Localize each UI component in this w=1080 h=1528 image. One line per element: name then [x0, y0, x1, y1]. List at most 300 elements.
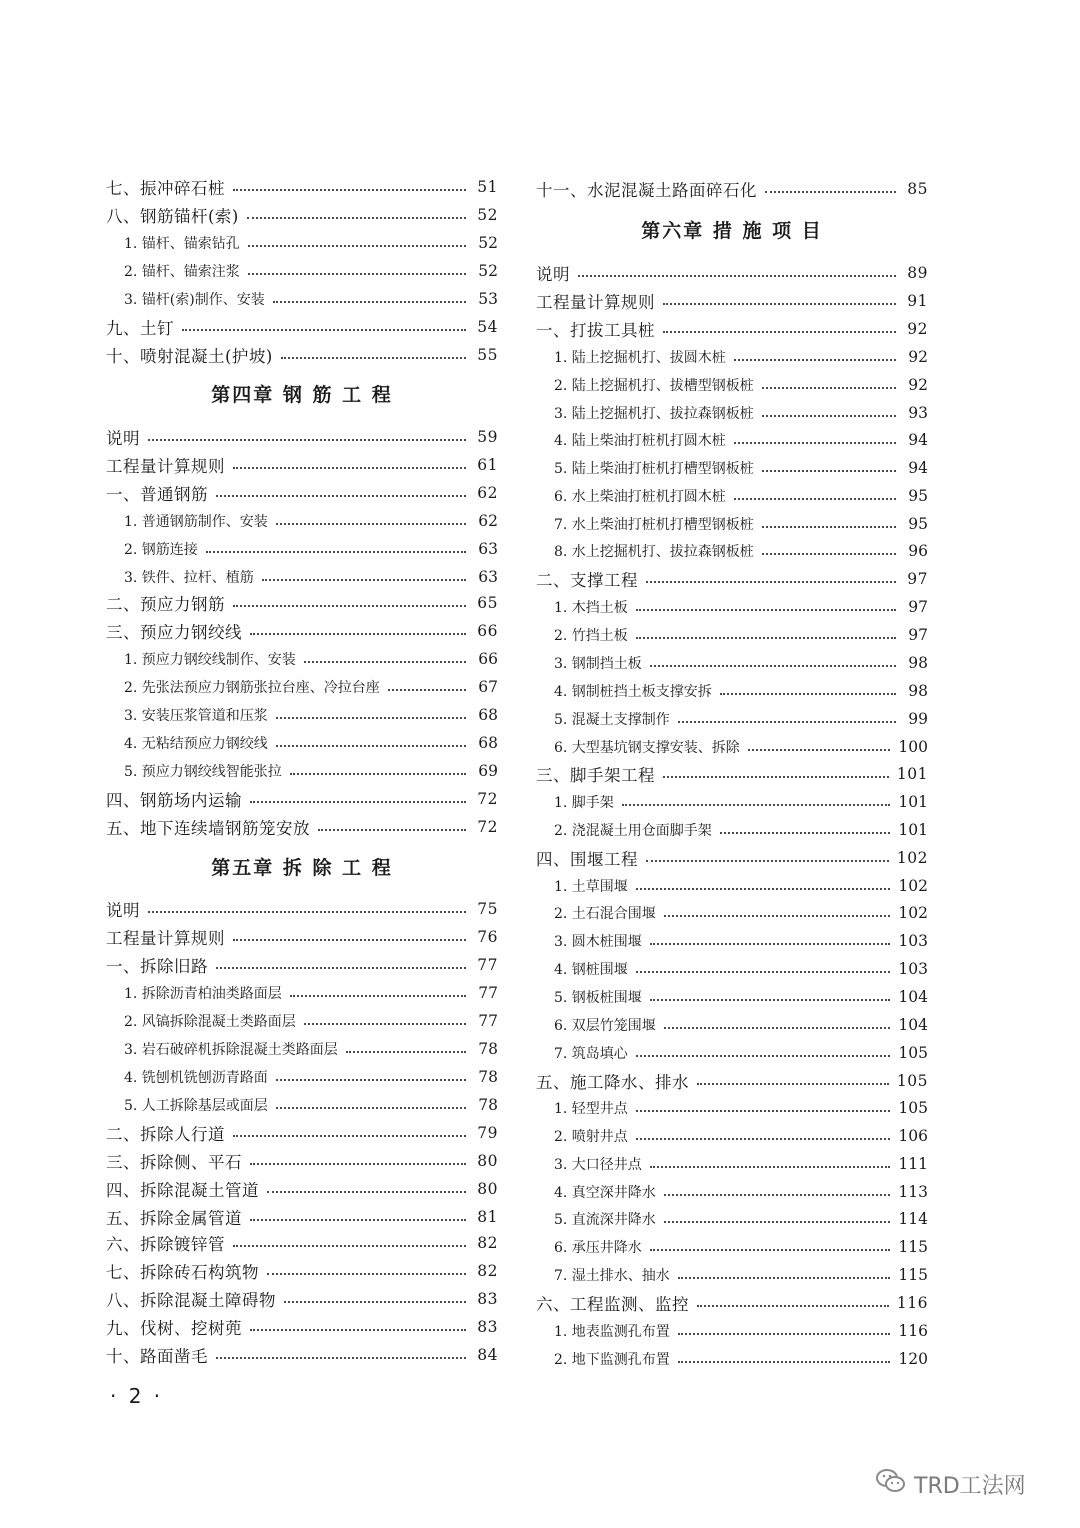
toc-entry-label: 3. 锚杆(索)制作、安装: [124, 292, 265, 308]
toc-subentry: [106, 536, 498, 562]
toc-entry-page: 102: [896, 849, 928, 867]
dot-leader: [663, 303, 896, 305]
toc-subentry: [536, 1040, 928, 1066]
toc-entry: [106, 1286, 498, 1312]
toc-entry-page: 92: [908, 348, 928, 366]
toc-entry-label: 5. 预应力钢绞线智能张拉: [124, 764, 282, 780]
toc-entry-label: 1. 木挡土板: [554, 600, 628, 616]
toc-entry-label: 4. 铣刨机铣刨沥青路面: [124, 1070, 268, 1086]
toc-entry-label: 6. 水上柴油打桩机打圆木桩: [554, 489, 726, 505]
toc-entry-label: 1. 预应力钢绞线制作、安装: [124, 652, 296, 668]
toc-entry-label: 十一、水泥混凝土路面碎石化: [536, 181, 757, 200]
toc-subentry: [536, 344, 928, 370]
dot-leader: [318, 829, 466, 831]
dot-leader: [762, 470, 896, 472]
toc-entry-label: 3. 铁件、拉杆、植筋: [124, 570, 254, 586]
toc-entry: [106, 174, 498, 200]
toc-subentry: [106, 1008, 498, 1034]
toc-entry-label: 工程量计算规则: [106, 457, 225, 476]
toc-entry-label: 九、土钉: [106, 319, 174, 338]
toc-entry-label: 四、拆除混凝土管道: [106, 1181, 259, 1200]
toc-subentry: [536, 400, 928, 426]
toc-subentry: [536, 789, 928, 815]
toc-subentry: [106, 564, 498, 590]
toc-entry-label: 5. 混凝土支撑制作: [554, 712, 670, 728]
toc-subentry: [536, 1262, 928, 1288]
toc-entry-page: 69: [478, 762, 498, 780]
toc-entry-page: 72: [477, 818, 498, 836]
toc-entry-label: 6. 双层竹笼围堰: [554, 1018, 656, 1034]
toc-entry-label: 六、工程监测、监控: [536, 1295, 689, 1314]
toc-entry-label: 一、拆除旧路: [106, 957, 208, 976]
toc-entry-page: 106: [898, 1127, 928, 1145]
toc-subentry: [536, 594, 928, 620]
toc-entry-page: 62: [477, 484, 498, 502]
dot-leader: [762, 415, 896, 417]
toc-entry-label: 五、施工降水、排水: [536, 1073, 689, 1092]
toc-entry-label: 二、拆除人行道: [106, 1125, 225, 1144]
toc-subentry: [536, 538, 928, 564]
toc-entry-label: 2. 先张法预应力钢筋张拉台座、冷拉台座: [124, 680, 380, 696]
toc-entry-page: 103: [898, 960, 928, 978]
toc-entry-page: 52: [478, 234, 498, 252]
toc-entry: [536, 761, 928, 787]
dot-leader: [233, 189, 466, 191]
toc-entry-page: 102: [898, 877, 928, 895]
toc-entry-page: 66: [477, 622, 498, 640]
dot-leader: [636, 609, 896, 611]
toc-entry-page: 97: [907, 570, 928, 588]
toc-entry-label: 说明: [106, 429, 140, 448]
dot-leader: [276, 523, 466, 525]
toc-entry-label: 七、拆除砖石构筑物: [106, 1263, 259, 1282]
toc-entry-label: 八、拆除混凝土障碍物: [106, 1291, 276, 1310]
toc-entry-page: 95: [908, 515, 928, 533]
dot-leader: [250, 633, 466, 635]
toc-entry-label: 3. 陆上挖掘机打、拔拉森钢板桩: [554, 406, 754, 422]
toc-subentry: [536, 511, 928, 537]
toc-entry-page: 85: [907, 180, 928, 198]
toc-entry-page: 99: [908, 710, 928, 728]
toc-subentry: [106, 1092, 498, 1118]
toc-entry-label: 7. 水上柴油打桩机打槽型钢板桩: [554, 517, 754, 533]
toc-entry-label: 7. 筑岛填心: [554, 1046, 628, 1062]
dot-leader: [650, 943, 891, 945]
toc-entry-page: 98: [908, 682, 928, 700]
toc-entry-page: 120: [898, 1350, 928, 1368]
dot-leader: [664, 1027, 891, 1029]
dot-leader: [622, 804, 891, 806]
dot-leader: [650, 999, 891, 1001]
toc-entry: [106, 480, 498, 506]
toc-subentry: [536, 427, 928, 453]
dot-leader: [388, 689, 466, 691]
chapter-heading: 第四章 钢 筋 工 程: [211, 384, 393, 406]
toc-entry: [106, 1176, 498, 1202]
dot-leader: [646, 860, 889, 862]
toc-entry: [106, 590, 498, 616]
toc-entry-page: 97: [908, 626, 928, 644]
toc-entry-page: 83: [477, 1290, 498, 1308]
toc-entry: [536, 845, 928, 871]
dot-leader: [636, 1055, 891, 1057]
toc-entry-page: 101: [898, 793, 928, 811]
dot-leader: [233, 605, 466, 607]
toc-entry-page: 95: [908, 487, 928, 505]
dot-leader: [290, 773, 466, 775]
toc-entry-label: 四、钢筋场内运输: [106, 791, 242, 810]
toc-entry-page: 83: [477, 1318, 498, 1336]
dot-leader: [267, 1273, 466, 1275]
toc-entry-label: 八、钢筋锚杆(索): [106, 207, 239, 226]
toc-entry-label: 3. 安装压浆管道和压浆: [124, 708, 268, 724]
toc-entry-label: 2. 风镐拆除混凝土类路面层: [124, 1014, 296, 1030]
toc-subentry: [536, 900, 928, 926]
toc-entry-label: 3. 岩石破碎机拆除混凝土类路面层: [124, 1042, 338, 1058]
dot-leader: [697, 1305, 889, 1307]
dot-leader: [284, 1301, 466, 1303]
dot-leader: [276, 745, 466, 747]
toc-entry-label: 一、打拔工具桩: [536, 321, 655, 340]
toc-entry-page: 78: [478, 1040, 498, 1058]
toc-entry-label: 五、地下连续墙钢筋笼安放: [106, 819, 310, 838]
toc-entry-page: 78: [478, 1096, 498, 1114]
toc-entry-page: 77: [478, 1012, 498, 1030]
toc-subentry: [106, 980, 498, 1006]
dot-leader: [290, 995, 466, 997]
toc-entry-page: 98: [908, 654, 928, 672]
dot-leader: [697, 1083, 889, 1085]
dot-leader: [250, 1329, 466, 1331]
toc-entry: [106, 618, 498, 644]
dot-leader: [148, 911, 466, 913]
toc-entry-page: 55: [477, 346, 498, 364]
toc-subentry: [536, 734, 928, 760]
toc-entry-page: 102: [898, 904, 928, 922]
toc-entry-page: 103: [898, 932, 928, 950]
toc-subentry: [536, 678, 928, 704]
wechat-icon: [876, 1468, 906, 1500]
toc-entry-page: 116: [896, 1294, 928, 1312]
toc-entry-label: 3. 圆木桩围堰: [554, 934, 642, 950]
toc-entry: [106, 1342, 498, 1368]
dot-leader: [664, 1221, 891, 1223]
dot-leader: [273, 301, 466, 303]
toc-entry-label: 1. 锚杆、锚索钻孔: [124, 236, 240, 252]
toc-entry-label: 5. 人工拆除基层或面层: [124, 1098, 268, 1114]
toc-subentry: [536, 483, 928, 509]
toc-entry: [106, 924, 498, 950]
toc-entry-label: 三、预应力钢绞线: [106, 623, 242, 642]
toc-subentry: [536, 984, 928, 1010]
toc-subentry: [536, 706, 928, 732]
toc-entry-page: 94: [908, 431, 928, 449]
toc-subentry: [536, 1206, 928, 1232]
toc-subentry: [106, 674, 498, 700]
dot-leader: [720, 832, 891, 834]
dot-leader: [276, 1107, 466, 1109]
toc-subentry: [106, 286, 498, 312]
toc-entry-page: 114: [898, 1210, 928, 1228]
dot-leader: [233, 1245, 466, 1247]
toc-subentry: [536, 1095, 928, 1121]
dot-leader: [304, 661, 466, 663]
dot-leader: [281, 357, 466, 359]
toc-entry-page: 80: [477, 1180, 498, 1198]
toc-entry-page: 116: [898, 1322, 928, 1340]
toc-entry-page: 72: [477, 790, 498, 808]
toc-entry: [536, 1290, 928, 1316]
toc-entry: [106, 1258, 498, 1284]
dot-leader: [765, 191, 896, 193]
dot-leader: [650, 665, 896, 667]
dot-leader: [762, 526, 896, 528]
toc-subentry: [536, 650, 928, 676]
toc-entry-label: 十、路面凿毛: [106, 1347, 208, 1366]
toc-subentry: [536, 1151, 928, 1177]
toc-entry-page: 67: [478, 678, 498, 696]
toc-entry-page: 93: [908, 404, 928, 422]
toc-entry-page: 105: [898, 1099, 928, 1117]
toc-subentry: [536, 1123, 928, 1149]
toc-entry-label: 说明: [536, 265, 570, 284]
toc-entry-label: 4. 钢桩围堰: [554, 962, 628, 978]
toc-entry: [106, 814, 498, 840]
dot-leader: [216, 1357, 466, 1359]
dot-leader: [276, 1079, 466, 1081]
toc-entry-page: 52: [478, 262, 498, 280]
toc-subentry: [536, 817, 928, 843]
toc-entry: [106, 424, 498, 450]
dot-leader: [664, 1194, 891, 1196]
toc-entry-page: 115: [898, 1266, 928, 1284]
dot-leader: [262, 579, 466, 581]
toc-entry-label: 2. 钢筋连接: [124, 542, 198, 558]
watermark: [876, 1464, 1026, 1504]
toc-entry-page: 61: [477, 456, 498, 474]
dot-leader: [646, 581, 896, 583]
toc-subentry: [536, 1179, 928, 1205]
dot-leader: [216, 967, 466, 969]
dot-leader: [636, 888, 891, 890]
dot-leader: [233, 1135, 466, 1137]
toc-entry-label: 2. 竹挡土板: [554, 628, 628, 644]
toc-entry-label: 三、拆除侧、平石: [106, 1153, 242, 1172]
toc-entry-label: 二、支撑工程: [536, 571, 638, 590]
toc-entry-label: 1. 轻型井点: [554, 1101, 628, 1117]
dot-leader: [762, 387, 896, 389]
toc-entry-page: 75: [477, 900, 498, 918]
chapter-heading: 第六章 措 施 项 目: [641, 220, 823, 242]
toc-entry-page: 68: [478, 706, 498, 724]
toc-entry-page: 79: [477, 1124, 498, 1142]
toc-entry-page: 81: [477, 1208, 498, 1226]
toc-entry-page: 62: [478, 512, 498, 530]
dot-leader: [678, 1277, 891, 1279]
toc-subentry: [536, 1346, 928, 1372]
toc-entry-label: 十、喷射混凝土(护坡): [106, 347, 273, 366]
toc-entry-label: 2. 陆上挖掘机打、拔槽型钢板桩: [554, 378, 754, 394]
toc-entry-page: 92: [907, 320, 928, 338]
toc-entry-page: 54: [477, 318, 498, 336]
toc-subentry: [106, 1036, 498, 1062]
toc-subentry: [106, 702, 498, 728]
dot-leader: [678, 1333, 891, 1335]
dot-leader: [346, 1051, 466, 1053]
toc-subentry: [106, 646, 498, 672]
toc-subentry: [536, 928, 928, 954]
toc-entry-label: 5. 钢板桩围堰: [554, 990, 642, 1006]
dot-leader: [250, 1219, 466, 1221]
toc-entry: [106, 314, 498, 340]
toc-entry-page: 82: [477, 1262, 498, 1280]
toc-entry-page: 96: [908, 542, 928, 560]
toc-subentry: [106, 730, 498, 756]
dot-leader: [650, 1166, 891, 1168]
dot-leader: [233, 467, 466, 469]
toc-entry: [536, 288, 928, 314]
toc-entry-label: 4. 陆上柴油打桩机打圆木桩: [554, 433, 726, 449]
toc-subentry: [536, 956, 928, 982]
toc-entry-page: 77: [478, 984, 498, 1002]
toc-entry-page: 105: [896, 1072, 928, 1090]
toc-entry-label: 一、普通钢筋: [106, 485, 208, 504]
dot-leader: [248, 273, 466, 275]
toc-entry-label: 七、振冲碎石桩: [106, 179, 225, 198]
toc-entry-label: 1. 地表监测孔布置: [554, 1324, 670, 1340]
toc-entry: [106, 342, 498, 368]
toc-entry-label: 5. 直流深井降水: [554, 1212, 656, 1228]
toc-entry-page: 105: [898, 1044, 928, 1062]
toc-entry-page: 66: [478, 650, 498, 668]
toc-entry-page: 92: [908, 376, 928, 394]
toc-entry-page: 101: [898, 821, 928, 839]
dot-leader: [636, 1110, 891, 1112]
dot-leader: [216, 495, 466, 497]
chapter-heading: 第五章 拆 除 工 程: [211, 857, 393, 879]
toc-entry-page: 101: [896, 765, 928, 783]
toc-entry-page: 52: [477, 206, 498, 224]
toc-entry-page: 76: [477, 928, 498, 946]
toc-entry-label: 工程量计算规则: [536, 293, 655, 312]
toc-entry-label: 5. 陆上柴油打桩机打槽型钢板桩: [554, 461, 754, 477]
toc-subentry: [106, 258, 498, 284]
toc-entry-label: 四、围堰工程: [536, 850, 638, 869]
dot-leader: [636, 637, 896, 639]
toc-entry-label: 1. 脚手架: [554, 795, 614, 811]
toc-entry-page: 97: [908, 598, 928, 616]
toc-entry: [106, 1204, 498, 1230]
toc-entry-label: 九、伐树、挖树蔸: [106, 1319, 242, 1338]
dot-leader: [304, 1023, 466, 1025]
toc-entry-label: 三、脚手架工程: [536, 766, 655, 785]
toc-entry: [106, 786, 498, 812]
toc-entry-page: 104: [898, 1016, 928, 1034]
toc-entry-label: 7. 湿土排水、抽水: [554, 1268, 670, 1284]
dot-leader: [650, 1249, 891, 1251]
toc-subentry: [536, 372, 928, 398]
toc-entry: [106, 896, 498, 922]
toc-entry-label: 二、预应力钢筋: [106, 595, 225, 614]
page-number: · 2 ·: [110, 1384, 164, 1408]
toc-subentry: [536, 1318, 928, 1344]
toc-entry-page: 82: [477, 1234, 498, 1252]
toc-entry: [536, 176, 928, 202]
toc-subentry: [106, 230, 498, 256]
dot-leader: [636, 1138, 891, 1140]
toc-subentry: [106, 1064, 498, 1090]
dot-leader: [233, 939, 466, 941]
toc-entry-page: 78: [478, 1068, 498, 1086]
dot-leader: [247, 217, 466, 219]
toc-entry-page: 65: [477, 594, 498, 612]
dot-leader: [636, 971, 891, 973]
toc-subentry: [536, 1012, 928, 1038]
dot-leader: [267, 1191, 466, 1193]
dot-leader: [748, 749, 891, 751]
dot-leader: [734, 442, 896, 444]
toc-entry-page: 100: [898, 738, 928, 756]
toc-entry: [106, 1230, 498, 1256]
toc-subentry: [536, 1234, 928, 1260]
toc-entry: [536, 260, 928, 286]
toc-entry: [106, 1314, 498, 1340]
toc-subentry: [106, 508, 498, 534]
toc-entry: [536, 316, 928, 342]
toc-entry-page: 77: [477, 956, 498, 974]
toc-entry-label: 2. 喷射井点: [554, 1129, 628, 1145]
toc-entry-label: 3. 钢制挡土板: [554, 656, 642, 672]
toc-entry-label: 4. 无粘结预应力钢绞线: [124, 736, 268, 752]
dot-leader: [578, 275, 896, 277]
toc-subentry: [536, 455, 928, 481]
toc-entry-label: 3. 大口径井点: [554, 1157, 642, 1173]
toc-entry-label: 工程量计算规则: [106, 929, 225, 948]
toc-entry-label: 4. 钢制桩挡土板支撑安拆: [554, 684, 712, 700]
dot-leader: [250, 801, 466, 803]
toc-entry-label: 2. 土石混合围堰: [554, 906, 656, 922]
dot-leader: [734, 359, 896, 361]
toc-entry-label: 2. 地下监测孔布置: [554, 1352, 670, 1368]
toc-entry-page: 94: [908, 459, 928, 477]
toc-subentry: [106, 758, 498, 784]
toc-entry-page: 63: [478, 568, 498, 586]
dot-leader: [148, 439, 466, 441]
toc-entry-label: 1. 普通钢筋制作、安装: [124, 514, 268, 530]
toc-entry-label: 2. 锚杆、锚索注浆: [124, 264, 240, 280]
watermark-text: TRD工法网: [914, 1473, 1026, 1499]
dot-leader: [720, 693, 896, 695]
toc-entry-page: 63: [478, 540, 498, 558]
toc-entry: [106, 1120, 498, 1146]
toc-entry-page: 51: [477, 178, 498, 196]
toc-entry-label: 1. 拆除沥青柏油类路面层: [124, 986, 282, 1002]
toc-entry-label: 五、拆除金属管道: [106, 1209, 242, 1228]
dot-leader: [663, 776, 889, 778]
toc-entry-page: 111: [898, 1155, 928, 1173]
toc-entry-page: 80: [477, 1152, 498, 1170]
toc-entry-label: 2. 浇混凝土用仓面脚手架: [554, 823, 712, 839]
toc-entry-page: 89: [907, 264, 928, 282]
dot-leader: [276, 717, 466, 719]
toc-entry-label: 1. 土草围堰: [554, 879, 628, 895]
toc-entry: [536, 566, 928, 592]
dot-leader: [734, 498, 896, 500]
dot-leader: [678, 721, 896, 723]
toc-entry-page: 59: [477, 428, 498, 446]
toc-entry-page: 113: [898, 1183, 928, 1201]
dot-leader: [182, 329, 466, 331]
